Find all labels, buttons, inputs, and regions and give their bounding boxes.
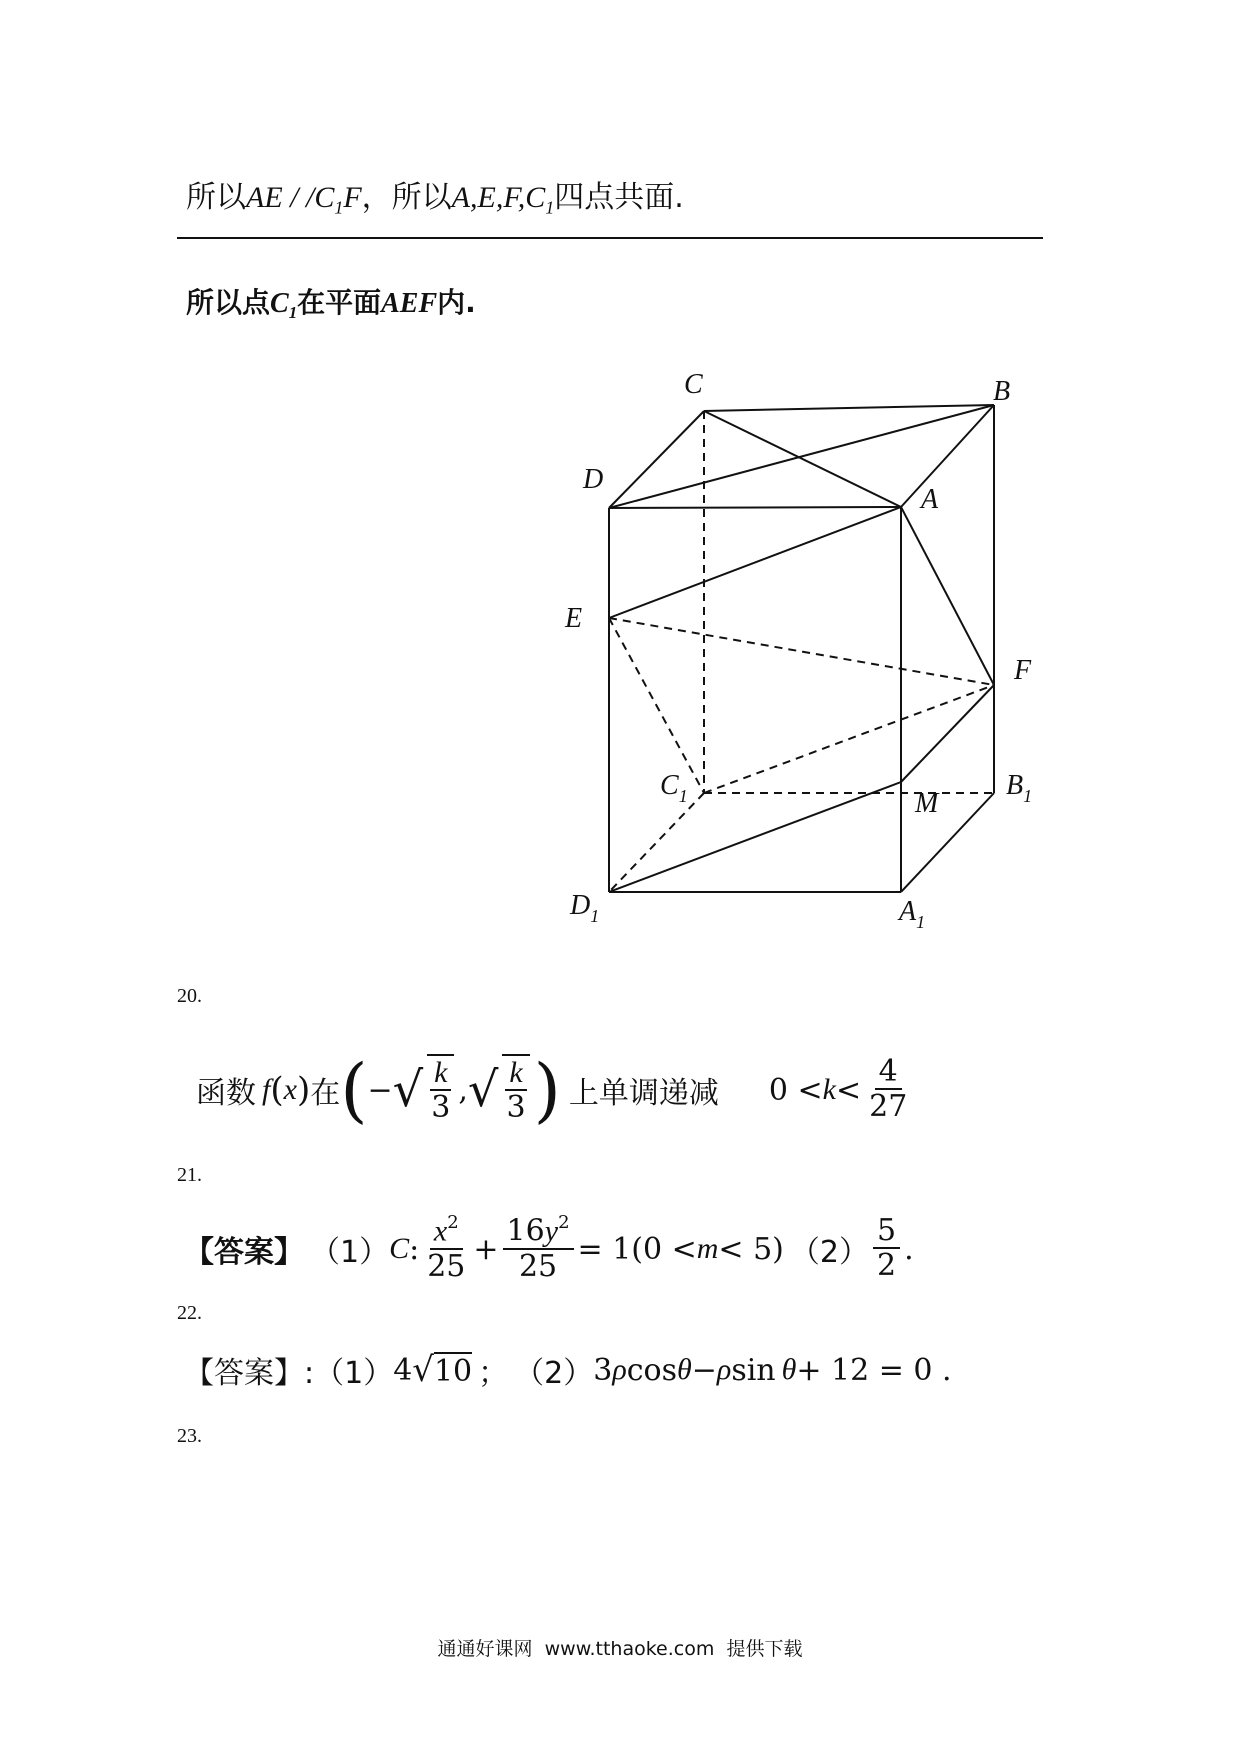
hidden-edge-C1D1 bbox=[609, 793, 704, 892]
math-sin: sin bbox=[731, 1352, 776, 1388]
edge-CD bbox=[609, 411, 704, 508]
math-C: C bbox=[389, 1232, 410, 1265]
hidden-edge-EF bbox=[609, 618, 994, 685]
q22-answer bbox=[184, 1348, 952, 1392]
fraction-16y2-25 bbox=[503, 1213, 574, 1284]
q21-answer bbox=[184, 1208, 914, 1290]
denominator: 25 bbox=[427, 1249, 466, 1285]
label-D: D bbox=[583, 464, 604, 495]
radicand: 10 bbox=[433, 1353, 473, 1389]
math-m: m bbox=[696, 1232, 719, 1265]
condition: (0 < bbox=[631, 1231, 697, 1267]
colon: : bbox=[409, 1231, 420, 1267]
label-E: E bbox=[565, 603, 583, 634]
answer-label: 【答案】 bbox=[184, 1235, 304, 1270]
math-f: f bbox=[262, 1073, 271, 1106]
proof-text: 所以 bbox=[186, 180, 246, 215]
proof-text: ，所以 bbox=[361, 180, 452, 215]
hidden-edge-C1F bbox=[704, 685, 994, 793]
q20-text: 上单调递减 bbox=[568, 1076, 719, 1111]
subscript: 1 bbox=[288, 302, 298, 322]
math-cos: cos bbox=[626, 1352, 678, 1388]
label-B1: $B_1$ bbox=[1006, 770, 1033, 806]
fraction-5-2 bbox=[873, 1214, 900, 1284]
math-expression: AE / /C bbox=[246, 181, 335, 214]
period: . bbox=[904, 1231, 914, 1267]
math-k: k bbox=[822, 1073, 836, 1106]
denominator: 2 bbox=[876, 1248, 897, 1284]
numerator: 5 bbox=[873, 1214, 900, 1249]
superscript: 2 bbox=[447, 1212, 459, 1234]
sqrt-symbol: √ bbox=[392, 1062, 424, 1118]
sqrt-symbol: √ bbox=[412, 1350, 434, 1390]
denominator: 27 bbox=[869, 1089, 908, 1125]
coefficient: 16 bbox=[506, 1214, 545, 1250]
denominator: 3 bbox=[431, 1090, 451, 1126]
question-number-20: 20. bbox=[177, 985, 202, 1007]
coefficient: 4 bbox=[393, 1352, 413, 1388]
proof-text: 内. bbox=[437, 286, 476, 319]
left-paren: ( bbox=[340, 1049, 368, 1131]
right-paren: ) bbox=[533, 1049, 561, 1131]
subscript: 1 bbox=[334, 197, 344, 218]
q20-answer: 函数 f ( x ) 在 ( − √ $\frac{k}{3}$ , √ $\frac{k}{3}$ ) 上单调递减 0 < k < $\frac{4}{27}$ bbox=[196, 1045, 915, 1135]
fraction-x2-25 bbox=[423, 1213, 469, 1284]
question-number-21: 21. bbox=[177, 1164, 202, 1186]
edge-CA bbox=[704, 411, 901, 507]
question-number-23: 23. bbox=[177, 1425, 202, 1447]
condition: < 5) bbox=[718, 1231, 784, 1267]
fraction-4-27 bbox=[865, 1055, 911, 1125]
proof-line-1 bbox=[186, 172, 684, 218]
question-number-22: 22. bbox=[177, 1302, 202, 1324]
superscript: 2 bbox=[558, 1212, 570, 1234]
math-expression: AEF bbox=[381, 288, 438, 319]
comma: , bbox=[458, 1072, 468, 1108]
numerator: k bbox=[430, 1056, 451, 1091]
proof-text: 四点共面. bbox=[554, 180, 684, 215]
edge-EA bbox=[609, 507, 901, 618]
numerator: 4 bbox=[875, 1055, 902, 1090]
q20-text: 在 bbox=[310, 1076, 341, 1111]
page-footer: 通通好课网 www.tthaoke.com 提供下载 bbox=[437, 1638, 803, 1660]
label-D1: $D_1$ bbox=[570, 890, 600, 926]
edge-FM bbox=[901, 685, 994, 782]
minus-sign: − bbox=[691, 1352, 717, 1388]
math-theta: θ bbox=[781, 1353, 797, 1386]
coefficient: 3 bbox=[593, 1352, 613, 1388]
math-expression: C bbox=[270, 288, 289, 319]
proof-line-2 bbox=[186, 281, 476, 323]
separator: ； bbox=[478, 1356, 509, 1391]
label-A: A bbox=[921, 484, 939, 515]
part-label: （2） bbox=[514, 1356, 594, 1391]
denominator: 3 bbox=[506, 1090, 526, 1126]
math-theta: θ bbox=[677, 1353, 692, 1386]
prism-figure bbox=[540, 360, 1060, 960]
condition: 0 < bbox=[768, 1072, 823, 1108]
hidden-edge-EC1 bbox=[609, 618, 704, 793]
proof-text: 在平面 bbox=[297, 286, 382, 319]
numerator: k bbox=[505, 1056, 526, 1091]
part-label: （1） bbox=[314, 1356, 394, 1391]
math-x: x bbox=[283, 1073, 297, 1106]
math-rho: ρ bbox=[612, 1353, 627, 1386]
sqrt-symbol: √ bbox=[467, 1062, 499, 1118]
part-label: （1） bbox=[310, 1235, 390, 1270]
minus-sign: − bbox=[367, 1072, 393, 1108]
q20-text: 函数 bbox=[196, 1076, 256, 1111]
label-A1: $A_1$ bbox=[899, 896, 926, 932]
plus-sign: + bbox=[473, 1231, 499, 1267]
edge-AF bbox=[901, 507, 994, 685]
label-M: M bbox=[915, 788, 939, 819]
subscript: 1 bbox=[545, 197, 555, 218]
math-y: y bbox=[544, 1215, 559, 1249]
proof-text: 所以点 bbox=[186, 286, 271, 319]
edge-MD1 bbox=[609, 782, 901, 892]
math-x: x bbox=[433, 1215, 448, 1249]
equation-rest: + 12 = 0 . bbox=[796, 1352, 952, 1388]
math-expression: F bbox=[343, 181, 362, 214]
label-B: B bbox=[993, 376, 1011, 407]
fraction-k-3 bbox=[502, 1054, 529, 1126]
answer-label: 【答案】: bbox=[184, 1356, 315, 1391]
label-C1: $C_1$ bbox=[660, 770, 688, 806]
math-rho: ρ bbox=[716, 1353, 732, 1386]
edge-CB bbox=[704, 405, 994, 411]
horizontal-rule bbox=[177, 237, 1043, 239]
math-expression: A,E,F,C bbox=[451, 181, 546, 214]
fraction-k-3 bbox=[427, 1054, 454, 1126]
denominator: 25 bbox=[518, 1249, 558, 1285]
part-label: （2） bbox=[789, 1235, 869, 1270]
condition: < bbox=[835, 1072, 862, 1108]
edge-DA bbox=[609, 507, 901, 508]
label-F: F bbox=[1014, 655, 1032, 686]
equals-one: = 1 bbox=[577, 1231, 632, 1267]
label-C: C bbox=[684, 369, 703, 400]
edge-AB bbox=[901, 405, 994, 507]
